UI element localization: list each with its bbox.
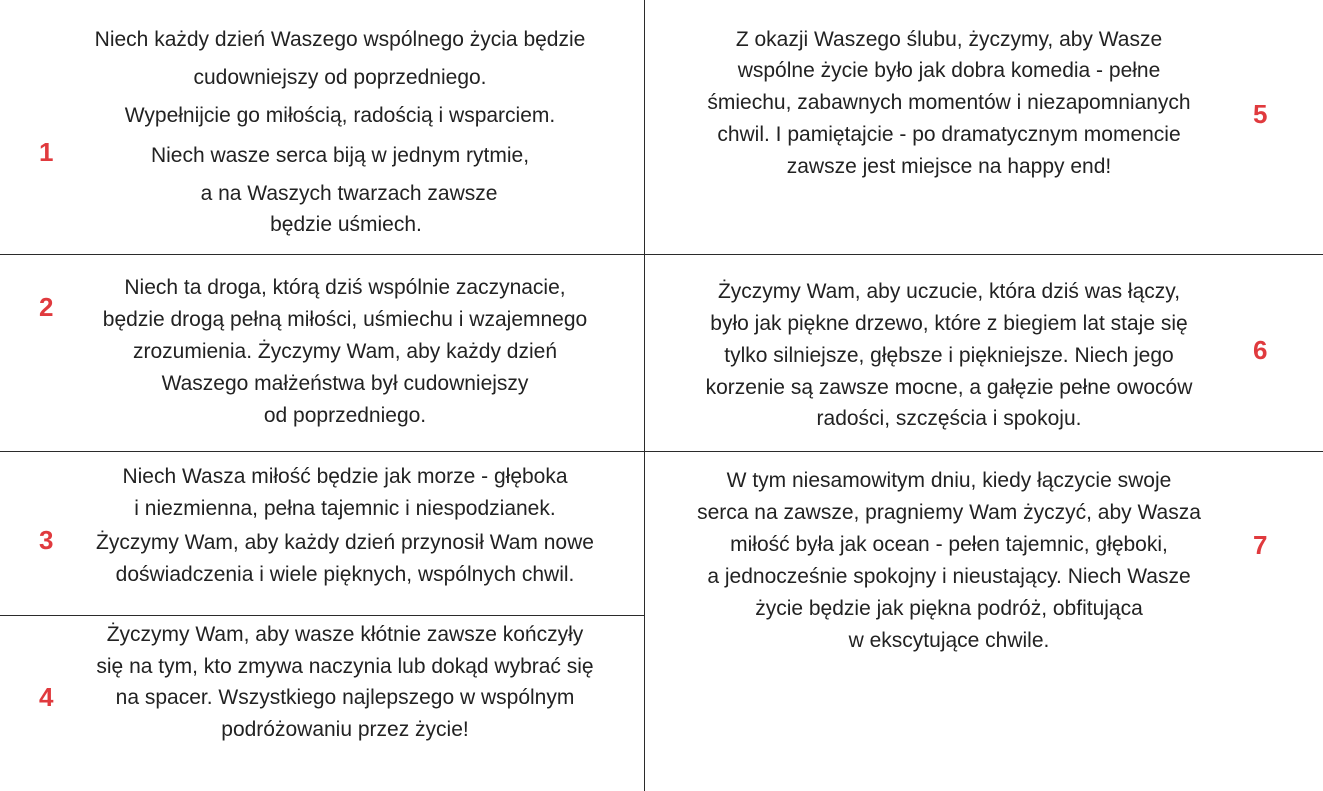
- wish-card-3: [0, 452, 644, 615]
- wish-card-7: [645, 452, 1323, 791]
- wish-6-line-1: Życzymy Wam, aby uczucie, która dziś was łączy,: [717, 280, 1181, 303]
- wish-number-6: 6: [1253, 335, 1268, 365]
- wish-number-7: 7: [1253, 530, 1268, 560]
- wish-7-line-6: w ekscytujące chwile.: [848, 629, 1050, 652]
- wish-7-line-5: życie będzie jak piękna podróż, obfitująca: [755, 597, 1143, 620]
- wish-4-line-3: na spacer. Wszystkiego najlepszego w wspólnym: [115, 686, 575, 709]
- wish-5-line-5: zawsze jest miejsce na happy end!: [786, 155, 1112, 178]
- wish-1-line-2: cudowniejszy od poprzedniego.: [193, 66, 487, 89]
- wish-1-line-6: będzie uśmiech.: [270, 213, 422, 236]
- wish-5-line-2: wspólne życie było jak dobra komedia - pełne: [737, 59, 1161, 82]
- wish-2-line-2: będzie drogą pełną miłości, uśmiechu i wzajemnego: [102, 308, 588, 331]
- wish-1-line-4: Niech wasze serca biją w jednym rytmie,: [150, 144, 530, 167]
- wish-number-4: 4: [39, 682, 54, 712]
- wish-card-6: [645, 255, 1323, 451]
- wish-7-line-2: serca na zawsze, pragniemy Wam życzyć, aby Wasza: [697, 501, 1201, 524]
- wish-6-line-4: korzenie są zawsze mocne, a gałęzie pełne owoców: [705, 376, 1193, 399]
- wish-card-5: [645, 0, 1323, 254]
- wish-1-line-1: Niech każdy dzień Waszego wspólnego życia będzie: [94, 28, 586, 51]
- wish-card-4: [0, 616, 644, 791]
- wish-number-1: 1: [39, 137, 54, 167]
- wish-card-2: [0, 255, 644, 451]
- wish-number-2: 2: [39, 292, 54, 322]
- wish-1-line-5: a na Waszych twarzach zawsze: [200, 182, 498, 205]
- wish-number-5: 5: [1253, 99, 1268, 129]
- wish-7-line-3: miłość była jak ocean - pełen tajemnic, głęboki,: [730, 533, 1168, 556]
- wish-3-line-3: Życzymy Wam, aby każdy dzień przynosił Wam nowe: [96, 531, 594, 554]
- wish-5-line-4: chwil. I pamiętajcie - po dramatycznym momencie: [717, 123, 1181, 146]
- wish-7-line-1: W tym niesamowitym dniu, kiedy łączycie swoje: [726, 469, 1172, 492]
- wish-3-line-4: doświadczenia i wiele pięknych, wspólnych chwil.: [115, 563, 575, 586]
- wish-6-line-3: tylko silniejsze, głębsze i piękniejsze. Niech jego: [724, 344, 1174, 367]
- wish-5-line-1: Z okazji Waszego ślubu, życzymy, aby Wasze: [735, 28, 1163, 51]
- wish-4-line-1: Życzymy Wam, aby wasze kłótnie zawsze kończyły: [106, 623, 584, 646]
- wish-3-line-1: Niech Wasza miłość będzie jak morze - głęboka: [122, 465, 568, 488]
- wish-2-line-1: Niech ta droga, którą dziś wspólnie zaczynacie,: [124, 276, 566, 299]
- wish-5-line-3: śmiechu, zabawnych momentów i niezapomnianych: [707, 91, 1191, 114]
- wish-2-line-3: zrozumienia. Życzymy Wam, aby każdy dzień: [132, 340, 557, 363]
- wish-3-line-2: i niezmienna, pełna tajemnic i niespodzianek.: [134, 497, 556, 520]
- wish-1-line-3: Wypełnijcie go miłością, radością i wsparciem.: [124, 104, 556, 127]
- wish-number-3: 3: [39, 525, 54, 555]
- wish-6-line-5: radości, szczęścia i spokoju.: [816, 407, 1082, 430]
- wish-7-line-4: a jednocześnie spokojny i nieustający. Niech Wasze: [707, 565, 1191, 588]
- wish-4-line-2: się na tym, kto zmywa naczynia lub dokąd wybrać się: [96, 655, 594, 678]
- wish-card-1: [0, 0, 644, 254]
- wish-2-line-4: Waszego małżeństwa był cudowniejszy: [161, 372, 529, 395]
- wish-6-line-2: było jak piękne drzewo, które z biegiem lat staje się: [710, 312, 1188, 335]
- wish-4-line-4: podróżowaniu przez życie!: [221, 718, 469, 741]
- wish-2-line-5: od poprzedniego.: [263, 404, 427, 427]
